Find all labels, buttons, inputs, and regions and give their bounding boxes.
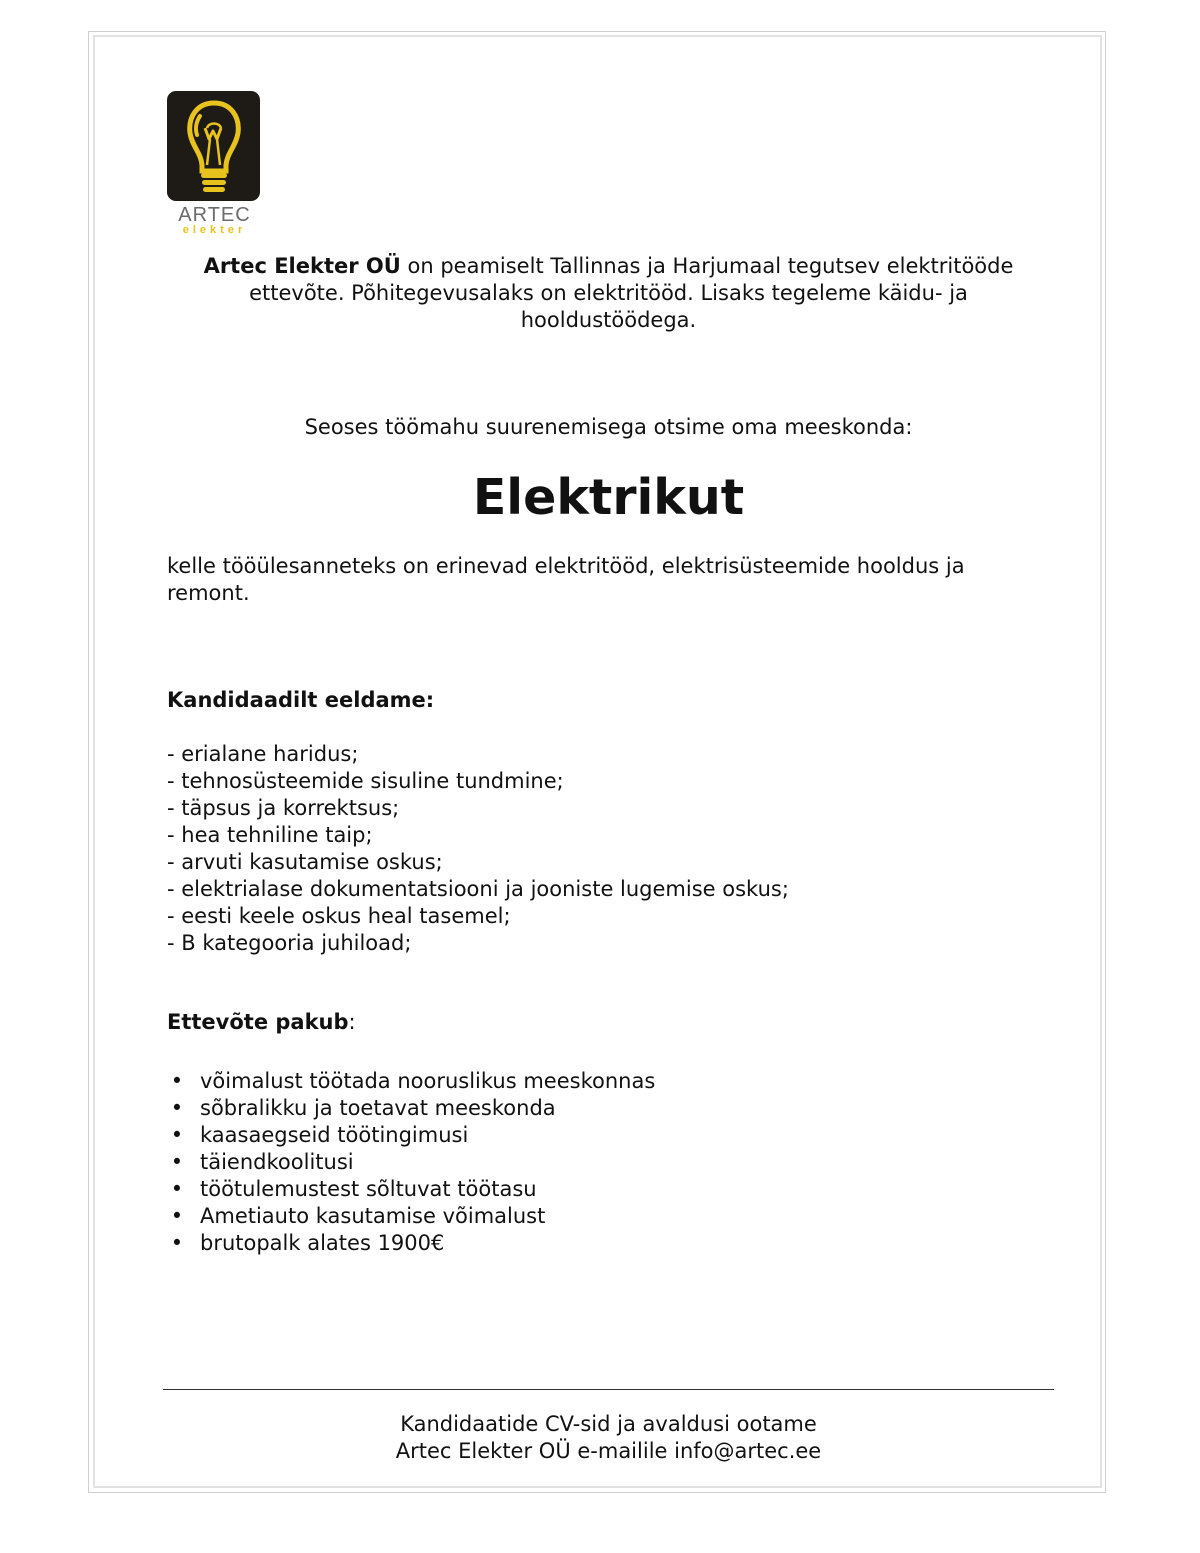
footer <box>167 1411 1050 1465</box>
requirement-item: - B kategooria juhiload; <box>167 931 412 955</box>
requirement-item: - tehnosüsteemide sisuline tundmine; <box>167 769 564 793</box>
bullet-icon: • <box>170 1123 184 1147</box>
bullet-icon: • <box>170 1204 184 1228</box>
logo-background <box>167 91 260 201</box>
offer-item-text: sõbralikku ja toetavat meeskonda <box>200 1096 556 1120</box>
duties-text: kelle tööülesanneteks on erinevad elektritööd, elektrisüsteemide hooldus ja remont. <box>167 554 965 605</box>
offer-item <box>167 1068 655 1095</box>
offer-item-text: brutopalk alates 1900€ <box>200 1231 445 1255</box>
bullet-icon: • <box>170 1069 184 1093</box>
offer-item <box>167 1203 655 1230</box>
intro-text: on peamiselt Tallinnas ja Harjumaal tegutsev elektritööde ettevõte. Põhitegevusalaks on elektritööd. Lisaks tegeleme käidu- ja hooldustöödega. <box>249 254 1014 332</box>
company-name: Artec Elekter OÜ <box>203 254 401 278</box>
offer-item-text: Ametiauto kasutamise võimalust <box>200 1204 546 1228</box>
logo-wordmark <box>167 203 262 237</box>
offer-item <box>167 1176 655 1203</box>
company-logo <box>167 91 262 237</box>
requirement-item: - hea tehniline taip; <box>167 823 373 847</box>
offer-heading-colon: : <box>348 1010 356 1034</box>
light-bulb-icon <box>167 91 260 201</box>
svg-text:elekter: elekter <box>182 224 247 236</box>
offer-item <box>167 1230 655 1257</box>
offer-list <box>167 1068 655 1257</box>
footer-contact: Artec Elekter OÜ e-mailile info@artec.ee <box>395 1439 822 1463</box>
offer-item <box>167 1122 655 1149</box>
company-intro <box>167 253 1050 334</box>
bullet-icon: • <box>170 1177 184 1201</box>
requirement-item: - eesti keele oskus heal tasemel; <box>167 904 511 928</box>
bullet-icon: • <box>170 1231 184 1255</box>
offer-heading <box>167 1009 356 1036</box>
offer-item-text: kaasaegseid töötingimusi <box>200 1123 469 1147</box>
svg-text:ARTEC: ARTEC <box>178 204 251 226</box>
bullet-icon: • <box>170 1096 184 1120</box>
requirement-item: - elektrialase dokumentatsiooni ja jooniste lugemise oskus; <box>167 877 789 901</box>
offer-item <box>167 1149 655 1176</box>
requirements-list <box>167 741 789 957</box>
job-title: Elektrikut <box>472 469 745 526</box>
requirement-item: - erialane haridus; <box>167 742 359 766</box>
requirement-item: - arvuti kasutamise oskus; <box>167 850 443 874</box>
offer-heading-text: Ettevõte pakub <box>167 1010 349 1034</box>
requirement-item: - täpsus ja korrektsus; <box>167 796 400 820</box>
footer-line-1: Kandidaatide CV-sid ja avaldusi ootame <box>400 1412 817 1436</box>
requirements-heading: Kandidaadilt eeldame: <box>167 688 435 712</box>
offer-item <box>167 1095 655 1122</box>
bullet-icon: • <box>170 1150 184 1174</box>
footer-divider <box>163 1389 1054 1390</box>
offer-item-text: täiendkoolitusi <box>200 1150 354 1174</box>
offer-item-text: võimalust töötada nooruslikus meeskonnas <box>200 1069 656 1093</box>
lead-text: Seoses töömahu suurenemisega otsime oma meeskonda: <box>304 415 913 439</box>
offer-item-text: töötulemustest sõltuvat töötasu <box>200 1177 537 1201</box>
